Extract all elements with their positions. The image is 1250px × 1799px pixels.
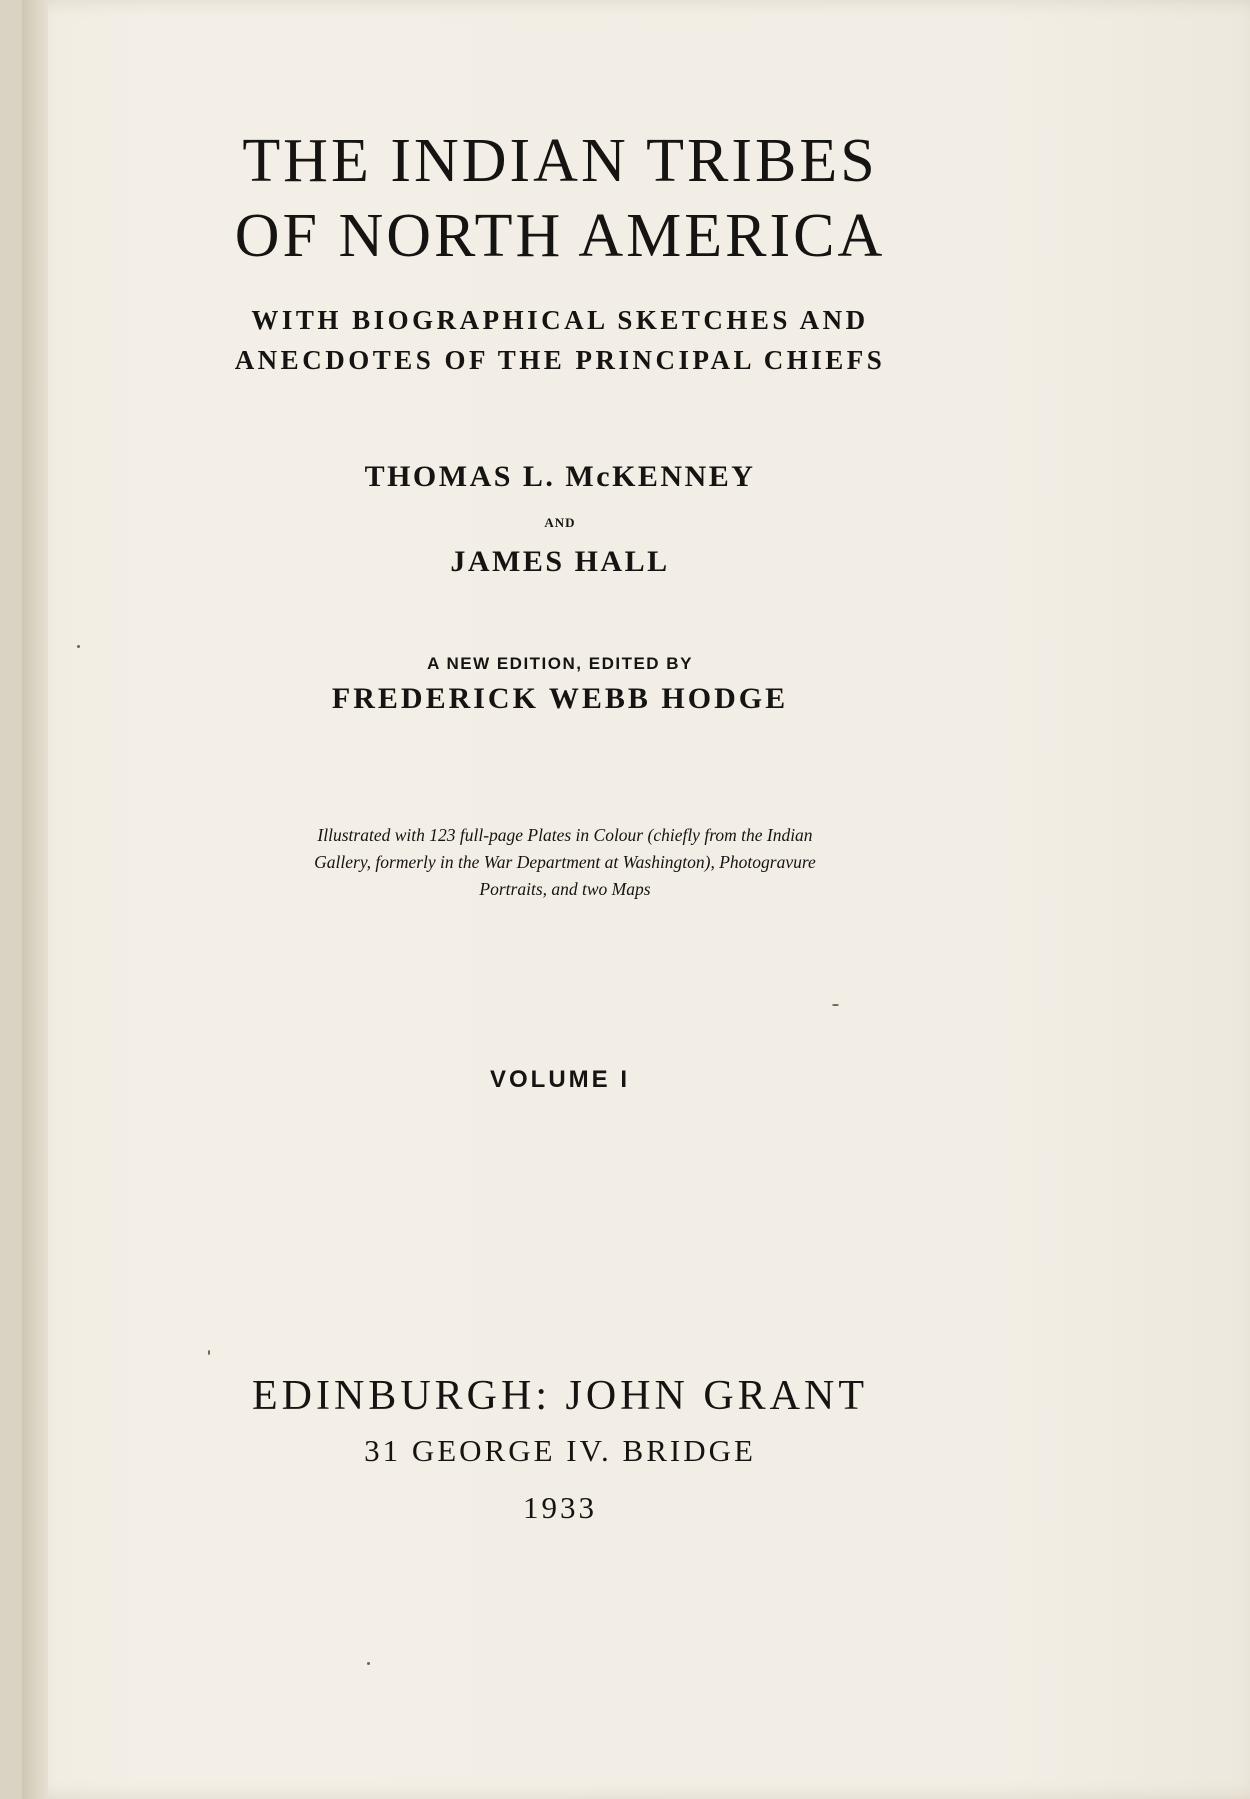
paper-speck [208,1350,210,1355]
conjunction-and: AND [544,515,576,530]
title-line-1: THE INDIAN TRIBES [242,127,878,195]
publication-year: 1933 [523,1490,597,1525]
subtitle-line-2: ANECDOTES OF THE PRINCIPAL CHIEFS [234,345,886,375]
paper-speck [77,645,80,648]
illustrations-note-line-1: Illustrated with 123 full-page Plates in Colour (chiefly from the Indian [317,825,813,845]
paper-speck [832,1004,839,1006]
author-1: THOMAS L. McKENNEY [364,460,756,493]
author-2: JAMES HALL [450,545,670,578]
paper-speck [367,1662,370,1665]
edition-label: A NEW EDITION, EDITED BY [427,654,693,673]
illustrations-note [225,822,905,903]
illustrations-note-line-3: Portraits, and two Maps [479,879,651,899]
volume-label: VOLUME I [489,1066,630,1093]
publisher-address: 31 GEORGE IV. BRIDGE [364,1433,756,1468]
subtitle-line-1: WITH BIOGRAPHICAL SKETCHES AND [251,305,869,335]
page-inner-edge [22,0,48,1799]
editor-name: FREDERICK WEBB HODGE [331,682,789,715]
illustrations-note-line-2: Gallery, formerly in the War Department at Washington), Photogravure [314,852,816,872]
title-line-2: OF NORTH AMERICA [234,202,886,270]
publisher-line: EDINBURGH: JOHN GRANT [252,1373,868,1419]
